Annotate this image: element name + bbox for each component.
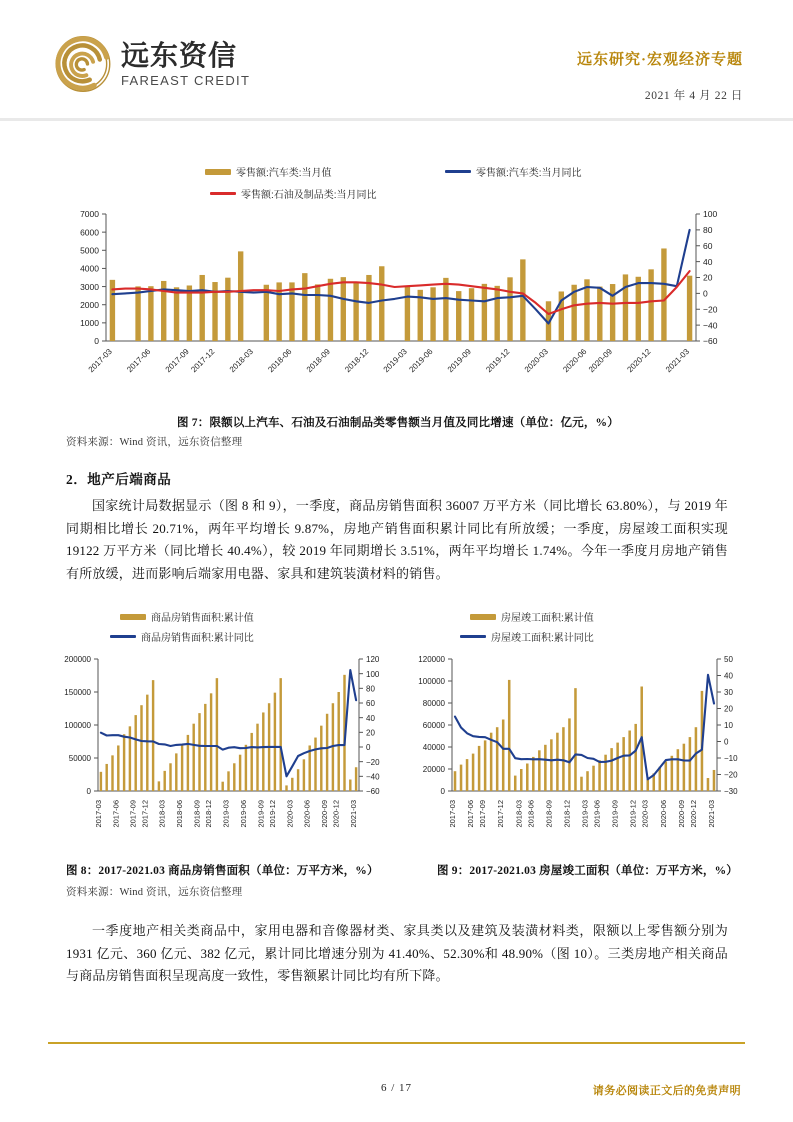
legend-label: 商品房销售面积:累计同比	[141, 633, 254, 644]
svg-text:2017-06: 2017-06	[125, 347, 153, 375]
page-number: 6 / 17	[380, 1082, 413, 1094]
svg-text:2018-09: 2018-09	[304, 347, 332, 375]
svg-text:2017-09: 2017-09	[128, 800, 138, 828]
legend-line-swatch-icon	[445, 170, 471, 173]
svg-text:−60: −60	[703, 336, 718, 347]
figure-8-legend-item-1	[110, 629, 254, 644]
legend-line-swatch-icon	[110, 635, 136, 638]
svg-text:2017-12: 2017-12	[189, 347, 217, 375]
svg-text:60: 60	[703, 240, 713, 251]
svg-text:0: 0	[86, 787, 91, 797]
figure-9-legend-item-1	[460, 629, 594, 644]
svg-text:2020-03: 2020-03	[640, 800, 650, 828]
svg-text:2020-12: 2020-12	[688, 800, 698, 828]
svg-text:2020-12: 2020-12	[625, 347, 653, 375]
svg-text:2021-03: 2021-03	[663, 347, 692, 375]
svg-text:150000: 150000	[64, 688, 91, 698]
svg-text:−40: −40	[703, 320, 718, 331]
svg-text:2020-12: 2020-12	[331, 800, 341, 828]
svg-text:60: 60	[366, 699, 375, 709]
figure-9-plot	[402, 653, 747, 853]
logo-text	[121, 39, 251, 88]
svg-text:80: 80	[366, 684, 375, 694]
svg-text:0: 0	[703, 288, 708, 299]
header-divider	[0, 118, 793, 121]
svg-text:2020-09: 2020-09	[586, 347, 615, 375]
svg-text:2018-06: 2018-06	[526, 800, 536, 828]
svg-text:2020-06: 2020-06	[561, 347, 589, 375]
svg-text:2020-09: 2020-09	[676, 800, 686, 828]
legend-line-swatch-icon	[210, 192, 236, 195]
svg-text:2019-09: 2019-09	[445, 347, 473, 375]
section-heading-2: 2．地产后端商品	[66, 472, 172, 487]
svg-text:2018-09: 2018-09	[544, 800, 554, 828]
svg-text:40: 40	[724, 671, 733, 681]
svg-text:−30: −30	[724, 787, 738, 797]
report-date: 2021 年 4 月 22 日	[644, 90, 743, 102]
figure-7-plot	[60, 208, 736, 403]
svg-text:80: 80	[703, 225, 713, 236]
svg-text:0: 0	[94, 336, 99, 347]
figure-7-legend-item-0	[205, 164, 332, 179]
legend-bar-swatch-icon	[205, 169, 231, 175]
svg-text:2017-06: 2017-06	[111, 800, 121, 828]
figure-8-source: 资料来源：Wind 资讯，远东资信整理	[66, 887, 243, 898]
svg-text:2017-12: 2017-12	[496, 800, 506, 828]
svg-text:20000: 20000	[422, 765, 445, 775]
svg-text:120: 120	[366, 655, 380, 665]
svg-text:2018-06: 2018-06	[175, 800, 185, 828]
svg-text:4000: 4000	[80, 263, 99, 274]
svg-text:2019-06: 2019-06	[592, 800, 602, 828]
figure-9-legend-item-0	[470, 609, 594, 624]
svg-text:0: 0	[724, 737, 729, 747]
svg-text:100000: 100000	[64, 721, 91, 731]
svg-text:50000: 50000	[68, 754, 91, 764]
svg-text:2018-03: 2018-03	[514, 800, 524, 828]
svg-text:2017-09: 2017-09	[478, 800, 488, 828]
legend-label: 零售额:汽车类:当月值	[236, 168, 332, 179]
figure-8-chart	[48, 605, 393, 855]
svg-text:50: 50	[724, 655, 733, 665]
svg-text:40000: 40000	[422, 743, 445, 753]
svg-text:20: 20	[703, 272, 713, 283]
report-series-title: 远东研究·宏观经济专题	[576, 52, 743, 68]
svg-text:2019-09: 2019-09	[610, 800, 620, 828]
svg-text:100: 100	[366, 669, 380, 679]
svg-text:−60: −60	[366, 787, 380, 797]
svg-text:−20: −20	[724, 770, 738, 780]
svg-text:200000: 200000	[64, 655, 91, 665]
svg-text:60000: 60000	[422, 721, 445, 731]
legend-label: 房屋竣工面积:累计值	[501, 613, 594, 624]
svg-text:2017-03: 2017-03	[448, 800, 457, 828]
header-right-block	[577, 48, 743, 103]
svg-text:2020-06: 2020-06	[302, 800, 312, 828]
page-header	[0, 0, 793, 120]
svg-text:2020-03: 2020-03	[522, 347, 550, 375]
svg-text:30: 30	[724, 688, 733, 698]
svg-text:2019-09: 2019-09	[256, 800, 266, 828]
svg-text:2018-03: 2018-03	[157, 800, 167, 828]
svg-text:2020-09: 2020-09	[320, 800, 330, 828]
figure-7-chart	[60, 158, 736, 403]
legend-label: 零售额:石油及制品类:当月同比	[241, 190, 377, 201]
figure-9-caption: 图 9：2017-2021.03 房屋竣工面积（单位：万平方米，%）	[437, 865, 739, 877]
svg-text:2018-12: 2018-12	[343, 347, 371, 375]
svg-text:2020-06: 2020-06	[658, 800, 668, 828]
figure-7-legend-item-2	[210, 186, 377, 201]
svg-text:1000: 1000	[80, 318, 99, 329]
section-2-paragraph-1: 国家统计局数据显示（图 8 和 9），一季度，商品房销售面积 36007 万平方米（同比增长 63.80%），与 2019 年同期相比增长 20.71%，两年平均增长 9.87%，房地产销售面积累计同比有所放缓；一季度，房屋竣工面积实现 19122 万平方米（同比增长 40.4%），较 2019 年同期增长 3.51%，两年平均增长 1.74%。今年一季度月房地产销售有所放缓，进而影响后端家用电器、家具和建筑装潢材料的销售。	[66, 498, 728, 581]
figure-7-legend-item-1	[445, 164, 582, 179]
svg-text:−10: −10	[724, 754, 738, 764]
svg-text:2019-12: 2019-12	[628, 800, 638, 828]
svg-text:2017-12: 2017-12	[140, 800, 150, 828]
legend-label: 房屋竣工面积:累计同比	[491, 633, 594, 644]
svg-text:20: 20	[724, 704, 733, 714]
svg-text:−40: −40	[366, 772, 380, 782]
svg-text:120000: 120000	[418, 655, 445, 665]
svg-text:2020-03: 2020-03	[285, 800, 295, 828]
legend-bar-swatch-icon	[120, 614, 146, 620]
svg-text:40: 40	[366, 713, 375, 723]
legend-line-swatch-icon	[460, 635, 486, 638]
svg-text:0: 0	[440, 787, 445, 797]
svg-text:5000: 5000	[80, 245, 99, 256]
svg-text:2000: 2000	[80, 299, 99, 310]
svg-text:0: 0	[366, 743, 371, 753]
figure-8-caption: 图 8：2017-2021.03 商品房销售面积（单位：万平方米，%）	[66, 865, 379, 877]
svg-text:10: 10	[724, 721, 733, 731]
footer-divider	[48, 1042, 745, 1044]
svg-text:2017-03: 2017-03	[86, 347, 114, 375]
legend-label: 商品房销售面积:累计值	[151, 613, 254, 624]
svg-text:2017-09: 2017-09	[163, 347, 191, 375]
figure-9-chart	[402, 605, 747, 855]
svg-text:2018-09: 2018-09	[192, 800, 202, 828]
fareast-credit-logo-icon	[55, 36, 111, 92]
figure-7-caption: 图 7：限额以上汽车、石油及石油制品类零售额当月值及同比增速（单位：亿元，%）	[177, 417, 619, 429]
svg-text:2017-06: 2017-06	[466, 800, 476, 828]
svg-text:2018-06: 2018-06	[266, 347, 294, 375]
svg-text:−20: −20	[703, 304, 718, 315]
svg-text:2019-12: 2019-12	[484, 347, 512, 375]
svg-text:2021-03: 2021-03	[349, 800, 359, 828]
svg-text:2019-06: 2019-06	[238, 800, 248, 828]
company-logo	[55, 36, 250, 92]
svg-text:2017-03: 2017-03	[93, 800, 103, 828]
svg-text:100000: 100000	[418, 677, 445, 687]
svg-text:40: 40	[703, 256, 713, 267]
legend-label: 零售额:汽车类:当月同比	[476, 168, 582, 179]
svg-text:2019-12: 2019-12	[267, 800, 277, 828]
svg-text:2018-12: 2018-12	[562, 800, 572, 828]
svg-text:2019-03: 2019-03	[580, 800, 590, 828]
svg-text:2019-03: 2019-03	[221, 800, 231, 828]
figure-8-legend-item-0	[120, 609, 254, 624]
svg-text:2019-03: 2019-03	[381, 347, 409, 375]
logo-name-cn: 远东资信	[121, 39, 238, 71]
svg-text:2018-12: 2018-12	[204, 800, 214, 828]
svg-text:3000: 3000	[80, 281, 99, 292]
footer-disclaimer: 请务必阅读正文后的免责声明	[592, 1085, 741, 1097]
svg-text:6000: 6000	[80, 227, 99, 238]
figure-8-plot	[48, 653, 393, 853]
svg-text:−20: −20	[366, 757, 380, 767]
svg-text:20: 20	[366, 728, 375, 738]
figure-7-source: 资料来源：Wind 资讯，远东资信整理	[66, 437, 243, 448]
svg-text:2019-06: 2019-06	[407, 347, 435, 375]
svg-text:100: 100	[703, 209, 718, 220]
section-2-paragraph-2: 一季度地产相关类商品中，家用电器和音像器材类、家具类以及建筑及装潢材料类，限额以上零售额分别为 1931 亿元、360 亿元、382 亿元，累计同比增速分别为 41.40%、52.30%和 48.90%（图 10）。三类房地产相关商品与商品房销售面积呈现高度一致性，零售额累计同比均有所下降。	[66, 923, 728, 983]
logo-name-en: FAREAST CREDIT	[121, 72, 251, 88]
svg-text:2021-03: 2021-03	[707, 800, 716, 828]
svg-text:80000: 80000	[422, 699, 445, 709]
legend-bar-swatch-icon	[470, 614, 496, 620]
svg-text:7000: 7000	[80, 209, 99, 220]
svg-text:2018-03: 2018-03	[227, 347, 255, 375]
